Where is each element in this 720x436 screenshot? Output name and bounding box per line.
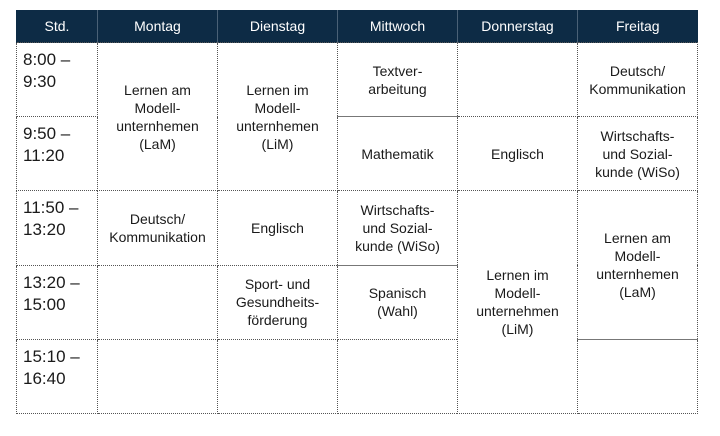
cell-line: kunde (WiSo)	[595, 163, 680, 180]
cell-line: Deutsch/	[129, 210, 186, 227]
cell-line: arbeitung	[368, 80, 427, 97]
cell-line: und Sozial-	[602, 145, 673, 162]
cell-line: kunde (WiSo)	[355, 237, 440, 254]
header-mittwoch: Mittwoch	[338, 10, 458, 43]
cell-line: (LiM)	[261, 135, 294, 152]
table-row	[17, 339, 698, 413]
cell-mittwoch-spanisch	[338, 265, 458, 339]
timetable	[16, 10, 698, 414]
header-std: Std.	[17, 10, 98, 43]
cell-line: Kommunikation	[109, 228, 206, 245]
cell-line: förderung	[247, 312, 308, 329]
time-end: 9:30	[23, 72, 57, 91]
header-dienstag: Dienstag	[218, 10, 338, 43]
cell-line: Deutsch/	[609, 62, 666, 79]
cell-line: Gesundheits-	[235, 294, 320, 311]
cell-line: Modell-	[254, 99, 301, 116]
header-montag: Montag	[98, 10, 218, 43]
header-row	[17, 10, 698, 43]
table-row	[17, 43, 698, 117]
cell-line: unternhemen	[116, 117, 199, 134]
cell-line: Modell-	[494, 285, 541, 302]
cell-line: unternhemen	[596, 266, 679, 283]
cell-line: (LaM)	[619, 284, 656, 301]
time-slot-3	[17, 191, 98, 265]
cell-montag-empty	[98, 339, 218, 413]
cell-line: (Wahl)	[377, 303, 418, 320]
cell-line: Wirtschafts-	[360, 201, 435, 218]
cell-line: (LiM)	[501, 321, 534, 338]
cell-line: Modell-	[614, 248, 661, 265]
cell-mittwoch-mathematik	[338, 117, 458, 191]
cell-freitag-deutsch	[578, 43, 698, 117]
cell-line: Lernen im	[246, 81, 309, 98]
time-start: 8:00 –	[23, 50, 71, 69]
cell-line: Kommunikation	[589, 80, 686, 97]
cell-line: Spanisch	[368, 285, 427, 302]
cell-line: Textver-	[372, 62, 423, 79]
cell-freitag-empty	[578, 339, 698, 413]
cell-mittwoch-textverarbeitung	[338, 43, 458, 117]
cell-montag-deutsch	[98, 191, 218, 265]
cell-dienstag-empty	[218, 339, 338, 413]
cell-donnerstag-lim	[458, 191, 578, 414]
cell-mittwoch-empty	[338, 339, 458, 413]
time-end: 11:20	[23, 146, 65, 166]
cell-line: unternehmen	[476, 303, 559, 320]
cell-line: Lernen am	[124, 81, 191, 98]
time-slot-2	[17, 117, 98, 191]
cell-line: und Sozial-	[362, 219, 433, 236]
time-slot-5	[17, 339, 98, 413]
cell-line: unternhemen	[236, 117, 319, 134]
time-end: 16:40	[23, 368, 66, 388]
time-start: 13:20 –	[23, 272, 80, 292]
time-start: 15:10 –	[23, 346, 80, 366]
cell-line: Englisch	[491, 145, 544, 162]
time-slot-4	[17, 265, 98, 339]
time-start: 11:50 –	[23, 198, 79, 218]
cell-dienstag-sport	[218, 265, 338, 339]
cell-dienstag-englisch	[218, 191, 338, 265]
cell-line: Wirtschafts-	[600, 127, 675, 144]
time-end: 13:20	[23, 220, 66, 240]
cell-mittwoch-wiso	[338, 191, 458, 265]
cell-line: Mathematik	[361, 145, 434, 162]
cell-line: Lernen am	[604, 230, 671, 247]
header-donnerstag: Donnerstag	[458, 10, 578, 43]
time-start: 9:50 –	[23, 124, 71, 144]
cell-line: Modell-	[134, 99, 181, 116]
cell-donnerstag-empty	[458, 43, 578, 117]
cell-montag-lam	[98, 43, 218, 191]
cell-line: (LaM)	[139, 135, 176, 152]
time-slot-1	[17, 43, 98, 117]
time-end: 15:00	[23, 294, 66, 314]
table-row	[17, 191, 698, 265]
cell-freitag-wiso	[578, 117, 698, 191]
cell-montag-empty	[98, 265, 218, 339]
cell-line: Englisch	[251, 219, 304, 236]
cell-dienstag-lim	[218, 43, 338, 191]
cell-line: Lernen im	[486, 267, 549, 284]
cell-line: Sport- und	[244, 276, 311, 293]
cell-freitag-lam	[578, 191, 698, 339]
header-freitag: Freitag	[578, 10, 698, 43]
cell-donnerstag-englisch	[458, 117, 578, 191]
